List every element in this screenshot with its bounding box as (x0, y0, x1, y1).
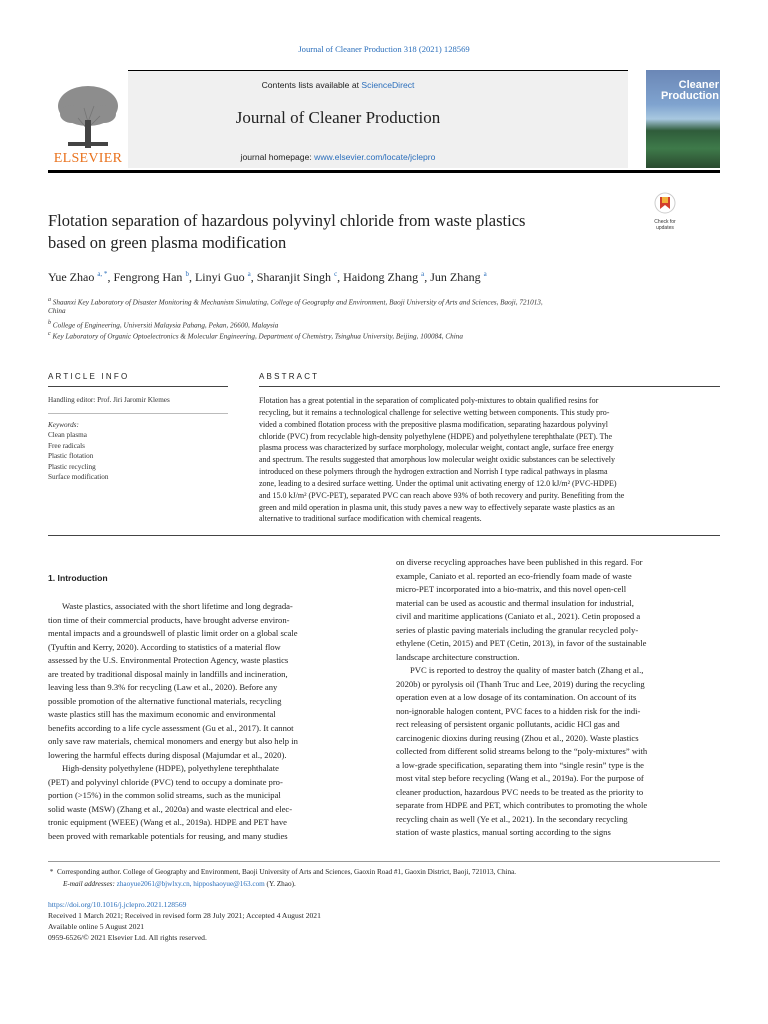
journal-title: Journal of Cleaner Production (235, 108, 441, 127)
elsevier-wordmark: ELSEVIER (53, 151, 123, 166)
keyword-item: Surface modification (48, 473, 109, 482)
text-line: a low-grade specification, separating them into “single resin” type is the (396, 759, 644, 770)
text-line: vided a combined flotation process with the prepositive plasma modification, separating hazardous polyvinyl (259, 419, 609, 429)
abstract-rule (259, 386, 720, 387)
author-name-text: Linyi Guo (194, 270, 245, 284)
article-title-line-1: Flotation separation of hazardous polyvinyl chloride from waste plastics (48, 211, 526, 230)
text-line: Waste plastics, associated with the short lifetime and long degrada- (62, 601, 293, 611)
text-line: lowering the harmful effects during disposal (Majumdar et al., 2020). (48, 749, 287, 760)
text-line: non-ignorable halogen content, PVC faces to a hidden risk for the indi- (396, 705, 641, 716)
author-name-text: Fengrong Han (113, 270, 183, 284)
corresponding-author-note (48, 866, 720, 878)
doi-link[interactable] (48, 899, 720, 910)
author-name-text: Yue Zhao (48, 270, 95, 284)
keywords-label: Keywords: (48, 421, 79, 429)
text-line: zone, leading to a desired surface wetting. Under the optimal unit activating energy of 12.0 kJ/m² (PVC-HDPE) (259, 478, 617, 488)
text-line: carcinogenic dioxins during reusing (Zhou et al., 2020). Waste plastics (396, 732, 639, 743)
cover-title: Cleaner Production (660, 79, 719, 102)
affiliation-a-cont (48, 306, 708, 317)
author-affiliation-mark[interactable]: a, * (97, 270, 108, 278)
text-line: alternative to traditional surface modification with chemical reagents. (259, 514, 482, 524)
text-line: solid waste (MSW) (Zhang et al., 2020a) and waste electrical and elec- (48, 803, 293, 814)
text-line: landscape architecture construction. (396, 651, 520, 662)
text-line: 2020b) or pyrolysis oil (Thanh Truc and Lee, 2019) during the recycling (396, 678, 645, 689)
text-line: ethylene (Cetin, 2015) and PET (Cetin, 2013), in favor of the sustainable (396, 638, 647, 648)
text-line: and 15.0 kJ/m² (PVC-PET), separated PVC can reach above 93% of both recovery and purity. Benefiting from the (259, 490, 625, 500)
email-suffix: (Y. Zhao). (264, 880, 296, 888)
corresponding-text: Corresponding author. College of Geography and Environment, Baoji University of Arts and Sciences, Gaoxin Road #1, Gaoxin District, Baoji, 721013, China. (56, 868, 517, 876)
author-name-text: Sharanjit Singh (256, 270, 332, 284)
copyright: 0959-6526/© 2021 Elsevier Ltd. All rights reserved. (48, 933, 207, 942)
author-name[interactable] (343, 270, 424, 284)
online-date: Available online 5 August 2021 (48, 922, 145, 931)
keyword-item: Plastic recycling (48, 462, 96, 471)
text-line: recycling chain as well (Ye et al., 2021). In the secondary recycling (396, 813, 628, 824)
author-affiliation-mark[interactable]: c (334, 270, 338, 278)
author-name-text: Jun Zhang (430, 270, 481, 284)
author-name[interactable] (48, 270, 107, 284)
text-line: micro-PET incorporated into a bio-matrix, and this novel open-cell (396, 584, 627, 594)
received-dates: Received 1 March 2021; Received in revised form 28 July 2021; Accepted 4 August 2021 (48, 911, 321, 920)
text-line: and spectrum. The results suggested that amorphous low molecular weight oxidic substances can be selectively (259, 455, 615, 465)
affiliation-text: College of Engineering, Universiti Malaysia Pahang, Pekan, 26600, Malaysia (52, 321, 279, 330)
text-line: plasma process was characterized by surface morphology, molecular weight, contact angle, surface free energy (259, 443, 614, 453)
text-line: chloride (PVC) from recyclable high-density polyethylene (HDPE) and polyethylene terephthalate (PET). The (259, 431, 613, 441)
affiliation-text: China (48, 307, 66, 315)
text-line: High-density polyethylene (HDPE), polyethylene terephthalate (62, 763, 279, 773)
text-line: station of waste plastics, manual sorting according to the signs (396, 827, 611, 837)
article-info-rule (48, 386, 228, 387)
text-line: (PET) and polyvinyl chloride (PVC) tend to occupy a dominate pro- (48, 776, 283, 787)
text-line: rect releasing of persistent organic pollutants, acidic HCl gas and (396, 719, 620, 729)
email-links[interactable]: zhaoyue2061@bjwlxy.cn, hipposhaoyue@163.com (116, 880, 265, 888)
footnote-rule (48, 861, 720, 862)
text-line: collected from different solid streams belong to the “poly-mixtures” with (396, 746, 648, 756)
journal-citation-link[interactable]: Journal of Cleaner Production 318 (2021) 128569 (298, 44, 470, 54)
body-right-column (396, 556, 720, 840)
author-affiliation-mark[interactable]: a (247, 270, 251, 278)
affiliation-text: Key Laboratory of Organic Optoelectronics & Molecular Engineering, Department of Chemistry, Tsinghua University, Beijing, 100084, China (52, 332, 463, 341)
text-line: been proved with remarkable potentials for reusing, and many studies (48, 830, 288, 841)
text-line: material can be used as acoustic and thermal insulation for industrial, (396, 597, 634, 608)
article-title-line-2: based on green plasma modification (48, 233, 287, 252)
text-line: assessed by the U.S. Environmental Protection Agency, waste plastics (48, 655, 289, 665)
affiliation-mark: c (48, 331, 51, 337)
affiliation-c (48, 329, 708, 342)
contents-line (48, 80, 628, 90)
affiliation-text: Shaanxi Key Laboratory of Disaster Monitoring & Mechanism Simulating, College of Geography and Environment, Baoji University of Arts and Sciences, Baoji, 721013, (52, 298, 543, 307)
text-line: waste plastics still has the maximum economic and environmental (48, 709, 276, 719)
text-line: green and mild operation in plasma unit, this study paves a new way to effectively separate waste plastics as an (259, 502, 615, 512)
text-line: most vital step before recycling (Wang et al., 2019a). For the purpose of (396, 773, 644, 783)
check-for-updates-button[interactable] (651, 192, 679, 231)
affiliation-mark: b (48, 320, 51, 326)
email-note (63, 878, 713, 890)
author-name[interactable] (195, 270, 251, 284)
affiliation-mark: a (48, 297, 51, 303)
text-line: cleaner production, hazardous PVC needs to be treated as the priority to (396, 786, 644, 797)
journal-homepage-line (48, 152, 628, 162)
check-updates-icon (651, 192, 679, 214)
author-name[interactable] (113, 270, 189, 284)
text-line: are treated by traditional disposal mainly in landfills and incineration, (48, 668, 288, 679)
text-line: (Tyuftin and Kerry, 2020). According to statistics of a material flow (48, 641, 281, 652)
text-line: on diverse recycling approaches have been published in this regard. For (396, 557, 643, 567)
text-line: benefits according to a life cycle assessment (Gu et al., 2017). It cannot (48, 722, 294, 733)
author-affiliation-mark[interactable]: b (185, 270, 189, 278)
text-line: example, Caniato et al. reported an eco-friendly foam made of waste (396, 570, 632, 581)
check-updates-label: Check for updates (654, 219, 676, 231)
text-line: mental impacts and a groundswell of plastic limit order on a global scale (48, 628, 298, 638)
journal-homepage-link[interactable]: www.elsevier.com/locate/jclepro (314, 152, 436, 162)
article-title (48, 210, 608, 254)
text-line: series of plastic paving materials including the granular recycled poly- (396, 624, 639, 635)
text-line: operation even at a low dosage of its contamination. On account of its (396, 692, 637, 702)
doi-text[interactable]: https://doi.org/10.1016/j.jclepro.2021.128569 (48, 900, 187, 909)
text-line: portion (>15%) in the common solid streams, such as the municipal (48, 790, 281, 800)
author-name[interactable] (430, 270, 486, 284)
body-left-column (48, 600, 372, 843)
author-name[interactable] (257, 270, 337, 284)
text-line: recycling, but it remains a technological challenge for selective wetting between components. This study pro- (259, 407, 610, 417)
text-line: introduced on these polymers through the hydrogen extraction and Norrish I type radical pathways in plasma (259, 467, 608, 477)
text-line: civil and maritime applications (Caniato et al., 2021). Cetin proposed a (396, 611, 641, 621)
text-line: possible promotion of the alternative functional materials, recycling (48, 695, 282, 706)
asterisk-mark: * (48, 868, 57, 876)
email-label: E-mail addresses: (63, 880, 115, 888)
abstract-bottom-rule (48, 535, 720, 536)
text-line: separate from HDPE and PET, which contributes to promoting the whole (396, 800, 648, 810)
text-line: Flotation has a great potential in the separation of complicated poly-mixtures to obtain qualified resins for (259, 396, 599, 405)
info-divider (48, 413, 228, 414)
author-name-text: Haidong Zhang (343, 270, 419, 284)
article-info-heading: ARTICLE INFO (48, 372, 130, 381)
author-list: Yue Zhao $^{a, *}$, Fengrong Han $^b$, Linyi Guo $^a$, Sharanjit Singh $^c$, Haidong Zhang $^a$, Jun Zhang $^a$ (48, 270, 487, 284)
contents-prefix: Contents lists available at (261, 80, 362, 90)
section-heading-introduction: 1. Introduction (48, 573, 108, 583)
abstract-body (259, 395, 720, 525)
text-line: tronic equipment (WEEE) (Wang et al., 2019a). HDPE and PET have (48, 817, 287, 827)
text-line: only save raw materials, chemical monomers and energy but also help in (48, 736, 298, 746)
keyword-item: Plastic flotation (48, 452, 94, 461)
keyword-list (48, 430, 228, 482)
abstract-heading: ABSTRACT (259, 372, 320, 381)
text-line: leaving less than 9.3% for recycling (Law et al., 2020). Before any (48, 682, 278, 692)
text-line: tion time of their commercial products, have brought adverse environ- (48, 614, 290, 625)
sciencedirect-link[interactable]: ScienceDirect (361, 80, 415, 90)
text-line: PVC is reported to destroy the quality of master batch (Zhang et al., (410, 665, 644, 675)
handling-editor: Handling editor: Prof. Jiri Jaromir Klemes (48, 396, 170, 404)
author-affiliation-mark[interactable]: a (421, 270, 425, 278)
homepage-prefix: journal homepage: (240, 152, 315, 162)
keyword-item: Free radicals (48, 441, 85, 450)
author-affiliation-mark[interactable]: a (483, 270, 487, 278)
masthead-rule (48, 170, 720, 173)
keyword-item: Clean plasma (48, 431, 87, 440)
